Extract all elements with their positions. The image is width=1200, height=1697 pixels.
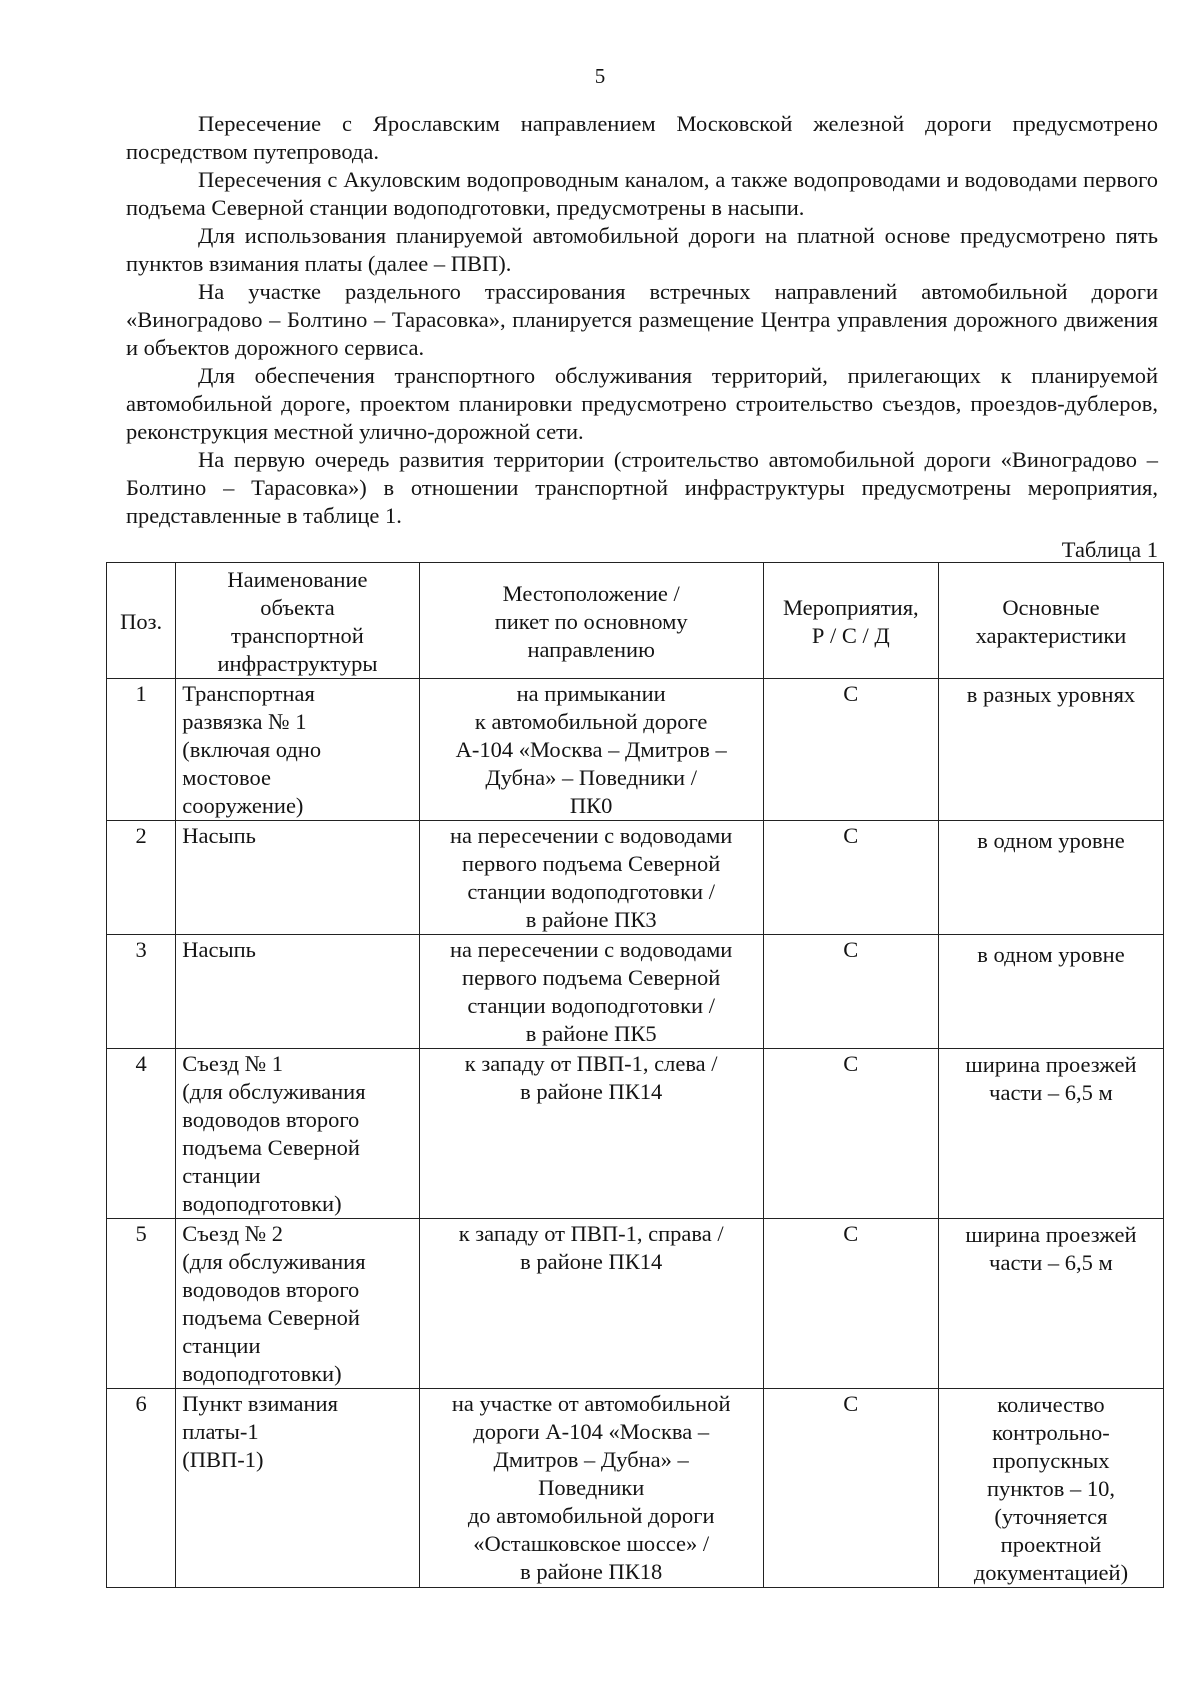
row-name: Насыпь — [176, 821, 419, 935]
header-pos: Поз. — [107, 563, 176, 679]
row-characteristics: количество контрольно- пропускных пунктов – 10, (уточняется проектной документацией) — [938, 1389, 1163, 1588]
row-action: С — [763, 679, 938, 821]
header-actions: Мероприятия, Р / С / Д — [763, 563, 938, 679]
table-caption: Таблица 1 — [1061, 537, 1158, 562]
row-action: С — [763, 821, 938, 935]
row-action: С — [763, 935, 938, 1049]
row-characteristics: ширина проезжей части – 6,5 м — [938, 1219, 1163, 1389]
header-location: Местоположение / пикет по основному направлению — [419, 563, 763, 679]
row-location: к западу от ПВП-1, слева / в районе ПК14 — [419, 1049, 763, 1219]
row-pos: 1 — [107, 679, 176, 821]
row-pos: 5 — [107, 1219, 176, 1389]
row-action: С — [763, 1219, 938, 1389]
transport-infrastructure-table — [106, 562, 1164, 1588]
row-characteristics: ширина проезжей части – 6,5 м — [938, 1049, 1163, 1219]
row-location: на пересечении с водоводами первого подъема Северной станции водоподготовки / в районе ПК3 — [419, 821, 763, 935]
row-action: С — [763, 1049, 938, 1219]
row-characteristics: в одном уровне — [938, 821, 1163, 935]
row-name: Съезд № 2 (для обслуживания водоводов второго подъема Северной станции водоподготовки) — [176, 1219, 419, 1389]
row-pos: 3 — [107, 935, 176, 1049]
table-row — [107, 1049, 1164, 1219]
row-location: на примыкании к автомобильной дороге А-104 «Москва – Дмитров – Дубна» – Поведники / ПК0 — [419, 679, 763, 821]
row-characteristics: в разных уровнях — [938, 679, 1163, 821]
row-action: С — [763, 1389, 938, 1588]
header-name: Наименование объекта транспортной инфраструктуры — [176, 563, 419, 679]
paragraph-6: На первую очередь развития территории (строительство автомобильной дороги «Виноградово – Болтино – Тарасовка») в отношении транспортной инфраструктуры предусмотрены мероприятия, представленные в таблице 1. — [126, 447, 1158, 528]
row-name: Насыпь — [176, 935, 419, 1049]
paragraph-1: Пересечение с Ярославским направлением Московской железной дороги предусмотрено посредством путепровода. — [126, 111, 1158, 164]
body-text — [126, 110, 1158, 530]
table-row — [107, 821, 1164, 935]
row-pos: 4 — [107, 1049, 176, 1219]
row-name: Съезд № 1 (для обслуживания водоводов второго подъема Северной станции водоподготовки) — [176, 1049, 419, 1219]
row-location: на участке от автомобильной дороги А-104 «Москва – Дмитров – Дубна» – Поведники до автомобильной дороги «Осташковское шоссе» / в районе ПК18 — [419, 1389, 763, 1588]
header-characteristics: Основные характеристики — [938, 563, 1163, 679]
row-pos: 2 — [107, 821, 176, 935]
paragraph-2: Пересечения с Акуловским водопроводным каналом, а также водопроводами и водоводами первого подъема Северной станции водоподготовки, предусмотрены в насыпи. — [126, 167, 1158, 220]
row-pos: 6 — [107, 1389, 176, 1588]
row-name: Транспортная развязка № 1 (включая одно мостовое сооружение) — [176, 679, 419, 821]
table-row — [107, 1219, 1164, 1389]
row-location: к западу от ПВП-1, справа / в районе ПК14 — [419, 1219, 763, 1389]
table-row — [107, 679, 1164, 821]
row-location: на пересечении с водоводами первого подъема Северной станции водоподготовки / в районе ПК5 — [419, 935, 763, 1049]
table-header-row — [107, 563, 1164, 679]
row-name: Пункт взимания платы-1 (ПВП-1) — [176, 1389, 419, 1588]
paragraph-4: На участке раздельного трассирования встречных направлений автомобильной дороги «Виноградово – Болтино – Тарасовка», планируется размещение Центра управления дорожного движения и объектов дорожного сервиса. — [126, 279, 1158, 360]
paragraph-5: Для обеспечения транспортного обслуживания территорий, прилегающих к планируемой автомобильной дороге, проектом планировки предусмотрено строительство съездов, проездов-дублеров, реконструкция местной улично-дорожной сети. — [126, 363, 1158, 444]
table-row — [107, 1389, 1164, 1588]
row-characteristics: в одном уровне — [938, 935, 1163, 1049]
page-number: 5 — [594, 64, 606, 88]
paragraph-3: Для использования планируемой автомобильной дороги на платной основе предусмотрено пять пунктов взимания платы (далее – ПВП). — [126, 223, 1158, 276]
table-row — [107, 935, 1164, 1049]
